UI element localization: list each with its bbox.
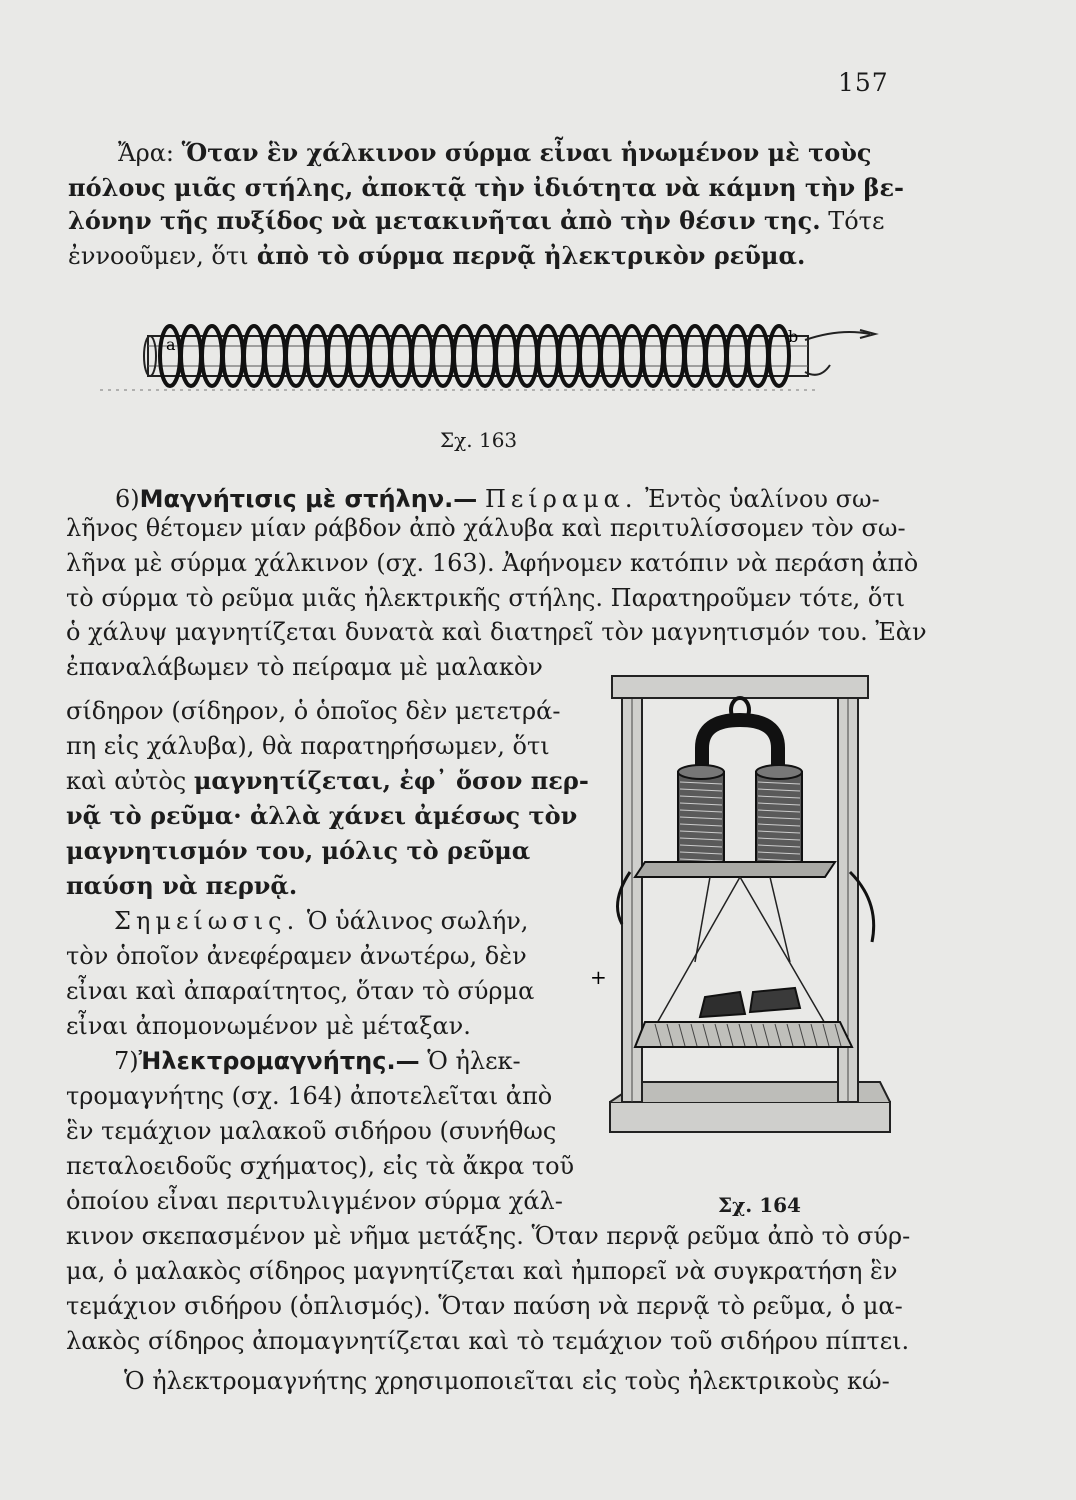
section-6-number: 6) — [115, 485, 140, 513]
section-6-bold-line-2: μαγνητισμόν του, μόλις τὸ ρεῦμα — [66, 836, 531, 865]
figure-163-label-b: b — [788, 327, 799, 346]
ara-lead: Ἄρα: — [118, 139, 175, 167]
ara-bold-4: ἀπὸ τὸ σύρμα περνᾷ ἠλεκτρικὸν ρεῦμα. — [248, 241, 806, 270]
ara-line-1 — [118, 138, 872, 168]
section-7-line-5: ὁποίου εἶναι περιτυλιγμένον σύρμα χάλ- — [66, 1187, 563, 1215]
section-7-line-6: κινον σκεπασμένον μὲ νῆμα μετάξης. Ὅταν περνᾷ ρεῦμα ἀπὸ τὸ σύρ- — [66, 1222, 911, 1250]
section-6-line-8: πη εἰς χάλυβα), θὰ παρατηρήσωμεν, ὅτι — [66, 732, 550, 760]
section-6-line-9-normal: καὶ αὐτὸς — [66, 767, 194, 795]
section-7-line-2: τρομαγνήτης (σχ. 164) ἀποτελεῖται ἀπὸ — [66, 1082, 553, 1110]
figure-164-electromagnet-illustration — [590, 662, 910, 1162]
section-7-line-8: τεμάχιον σιδήρου (ὁπλισμός). Ὅταν παύση νὰ περνᾷ τὸ ρεῦμα, ὁ μα- — [66, 1292, 903, 1320]
ara-line-2: πόλους μιᾶς στήλης, ἀποκτᾷ τὴν ἰδιότητα νὰ κάμνη τὴν βε- — [68, 173, 905, 202]
section-6-line-7: σίδηρον (σίδηρον, ὁ ὁποῖος δὲν μετετρά- — [66, 697, 561, 725]
note-text-1: Ὁ ὑάλινος σωλήν, — [306, 907, 529, 935]
section-7-number: 7) — [114, 1047, 139, 1075]
section-6-title: Μαγνήτισις μὲ στήλην.— — [139, 485, 478, 513]
experiment-label: Πείραμα. — [484, 485, 638, 513]
section-7-line-4: πεταλοειδοῦς σχήματος), εἰς τὰ ἄκρα τοῦ — [66, 1152, 575, 1180]
section-7-line-3: ἓν τεμάχιον μαλακοῦ σιδήρου (συνήθως — [66, 1117, 557, 1145]
note-line-3: εἶναι καὶ ἀπαραίτητος, ὅταν τὸ σύρμα — [66, 977, 535, 1005]
section-6-line-5: ὁ χάλυψ μαγνητίζεται δυνατὰ καὶ διατηρεῖ τὸν μαγνητισμόν του. Ἐὰν — [66, 618, 927, 646]
note-line-1 — [114, 906, 528, 936]
section-6-bold-line-1: νᾷ τὸ ρεῦμα· ἀλλὰ χάνει ἀμέσως τὸν — [66, 801, 578, 830]
section-7-heading-line — [114, 1046, 521, 1076]
note-line-4: εἶναι ἀπομονωμένον μὲ μέταξαν. — [66, 1012, 471, 1040]
section-6-line-4: τὸ σύρμα τὸ ρεῦμα μιᾶς ἠλεκτρικῆς στήλης. Παρατηροῦμεν τότε, ὅτι — [66, 584, 906, 612]
plus-terminal-label: + — [590, 965, 607, 989]
section-6-line-6: ἐπαναλάβωμεν τὸ πείραμα μὲ μαλακὸν — [66, 653, 543, 681]
ara-tail-3: Τότε — [820, 207, 885, 235]
section-6-line-1: Ἐντὸς ὑαλίνου σω- — [645, 485, 880, 513]
figure-163-coil-illustration — [100, 310, 900, 405]
ara-bold-1: Ὅταν ἓν χάλκινον σύρμα εἶναι ἡνωμένον μὲ τοὺς — [181, 138, 872, 167]
ara-line-3 — [68, 206, 884, 236]
section-7-line-1: Ὁ ἠλεκ- — [427, 1047, 521, 1075]
section-6-bold-line-3: παύση νὰ περνᾷ. — [66, 871, 298, 900]
section-7-line-9: λακὸς σίδηρος ἀπομαγνητίζεται καὶ τὸ τεμάχιον τοῦ σιδήρου πίπτει. — [66, 1327, 910, 1355]
section-7-title: Ἠλεκτρομαγνήτης.— — [138, 1047, 420, 1075]
section-7-line-7: μα, ὁ μαλακὸς σίδηρος μαγνητίζεται καὶ ἠμπορεῖ νὰ συγκρατήση ἓν — [66, 1257, 898, 1285]
ara-line-4 — [68, 241, 805, 271]
page-number: 157 — [838, 68, 889, 97]
section-7-line-10: Ὁ ἠλεκτρομαγνήτης χρησιμοποιεῖται εἰς τοὺς ἠλεκτρικοὺς κώ- — [124, 1367, 890, 1395]
figure-163-caption: Σχ. 163 — [440, 428, 518, 452]
figure-163-label-a: a — [166, 335, 176, 354]
section-6-line-3: λῆνα μὲ σύρμα χάλκινον (σχ. 163). Ἀφήνομεν κατόπιν νὰ περάση ἀπὸ — [66, 549, 919, 577]
ara-lead-4: ἐννοοῦμεν, ὅτι — [68, 242, 249, 270]
section-6-line-9 — [66, 766, 589, 796]
figure-164-caption: Σχ. 164 — [718, 1193, 801, 1217]
ara-bold-3: λόνην τῆς πυξίδος νὰ μετακινῆται ἀπὸ τὴν θέσιν της. — [68, 206, 821, 235]
section-6-line-2: λῆνος θέτομεν μίαν ράβδον ἀπὸ χάλυβα καὶ περιτυλίσσομεν τὸν σω- — [66, 514, 906, 542]
note-label: Σημείωσις. — [114, 907, 300, 935]
note-line-2: τὸν ὁποῖον ἀνεφέραμεν ἀνωτέρω, δὲν — [66, 942, 527, 970]
section-6-heading-line — [115, 484, 880, 514]
section-6-line-9-bold: μαγνητίζεται, ἐφ᾽ ὅσον περ- — [193, 766, 589, 795]
